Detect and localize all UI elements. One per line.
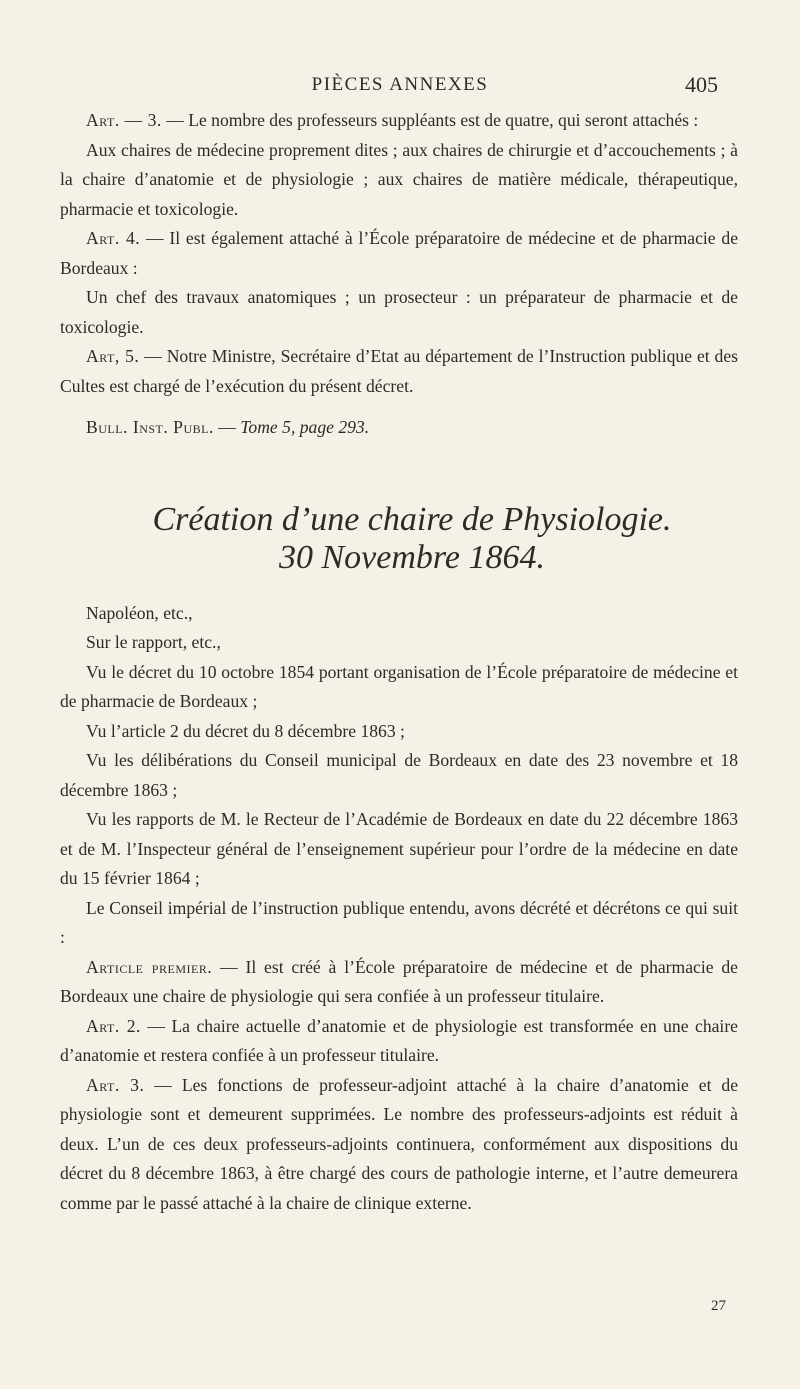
- paragraph: Vu l’article 2 du décret du 8 décembre 1863 ;: [86, 720, 405, 741]
- article-text: — Il est également attaché à l’École préparatoire de médecine et de pharmacie de Bordeaux :: [60, 228, 738, 278]
- paragraph-article-2: [60, 1012, 738, 1071]
- running-title: PIÈCES ANNEXES: [311, 74, 489, 95]
- paragraph: Vu les rapports de M. le Recteur de l’Académie de Bordeaux en date du 22 décembre 1863 et de M. l’Inspecteur général de l’enseignement supérieur pour l’ordre de la médecine en date du 15 février 1864 ;: [60, 809, 738, 888]
- section-date: 30 Novembre 1864.: [279, 538, 545, 576]
- section-heading: Création d’une chaire de Physiologie.: [152, 500, 672, 538]
- paragraph-article-1: [60, 953, 738, 1012]
- paragraph-art5: [60, 342, 738, 401]
- running-head: [0, 72, 800, 102]
- article-text: — La chaire actuelle d’anatomie et de physiologie est transformée en une chaire d’anatomie et restera confiée à un professeur titulaire.: [60, 1015, 738, 1065]
- paragraph-article-3: [60, 1071, 738, 1219]
- paragraph: Aux chaires de médecine proprement dites ; aux chaires de chirurgie et d’accouchements ; à la chaire d’anatomie et de physiologie ; aux chaires de matière médicale, thérapeutique, pharmacie et toxicologie.: [60, 139, 738, 219]
- paragraph: Napoléon, etc.,: [86, 602, 193, 623]
- article-label: Art, 5.: [86, 346, 140, 366]
- source-reference: Tome 5, page 293.: [240, 417, 370, 437]
- source-citation: [60, 413, 738, 443]
- source-separator: —: [213, 417, 241, 437]
- article-label: Art. 3.: [86, 1074, 145, 1095]
- paragraph: Vu les délibérations du Conseil municipal de Bordeaux en date des 23 novembre et 18 décembre 1863 ;: [60, 750, 738, 800]
- article-text: — Notre Ministre, Secrétaire d’Etat au département de l’Instruction publique et des Cultes est chargé de l’exécution du présent décret.: [60, 346, 738, 396]
- article-text: — Il est créé à l’École préparatoire de médecine et de pharmacie de Bordeaux une chaire de physiologie qui sera confiée à un professeur titulaire.: [60, 956, 738, 1006]
- paragraph: Un chef des travaux anatomiques ; un prosecteur : un préparateur de pharmacie et de toxicologie.: [60, 287, 738, 337]
- text-body: [60, 106, 738, 1218]
- signature-folio: 27: [711, 1298, 726, 1314]
- article-label: Art. 4.: [86, 228, 141, 248]
- article-text: — Le nombre des professeurs suppléants est de quatre, qui seront attachés :: [161, 110, 699, 130]
- article-label: Article premier.: [86, 956, 213, 977]
- paragraph-art3: [60, 106, 738, 136]
- paragraph: Sur le rapport, etc.,: [86, 632, 221, 652]
- article-label: Art. 2.: [86, 1015, 141, 1036]
- article-label: Art. — 3.: [86, 110, 162, 130]
- source-label: Bull. Inst. Publ.: [86, 417, 214, 437]
- paragraph-art4: [60, 224, 738, 283]
- page-number: 405: [685, 72, 718, 97]
- paragraph: Le Conseil impérial de l’instruction publique entendu, avons décrété et décrétons ce qui suit :: [60, 897, 738, 947]
- article-text: — Les fonctions de professeur-adjoint attaché à la chaire d’anatomie et de physiologie sont et demeurent supprimées. Le nombre des professeurs-adjoints est réduit à deux. L’un de ces deux professeurs-adjoints continuera, conformément aux dispositions du décret du 8 décembre 1863, à être chargé des cours de pathologie interne, et l’autre demeurera comme par le passé attaché à la chaire de clinique externe.: [60, 1074, 738, 1213]
- paragraph: Vu le décret du 10 octobre 1854 portant organisation de l’École préparatoire de médecine et de pharmacie de Bordeaux ;: [60, 661, 738, 711]
